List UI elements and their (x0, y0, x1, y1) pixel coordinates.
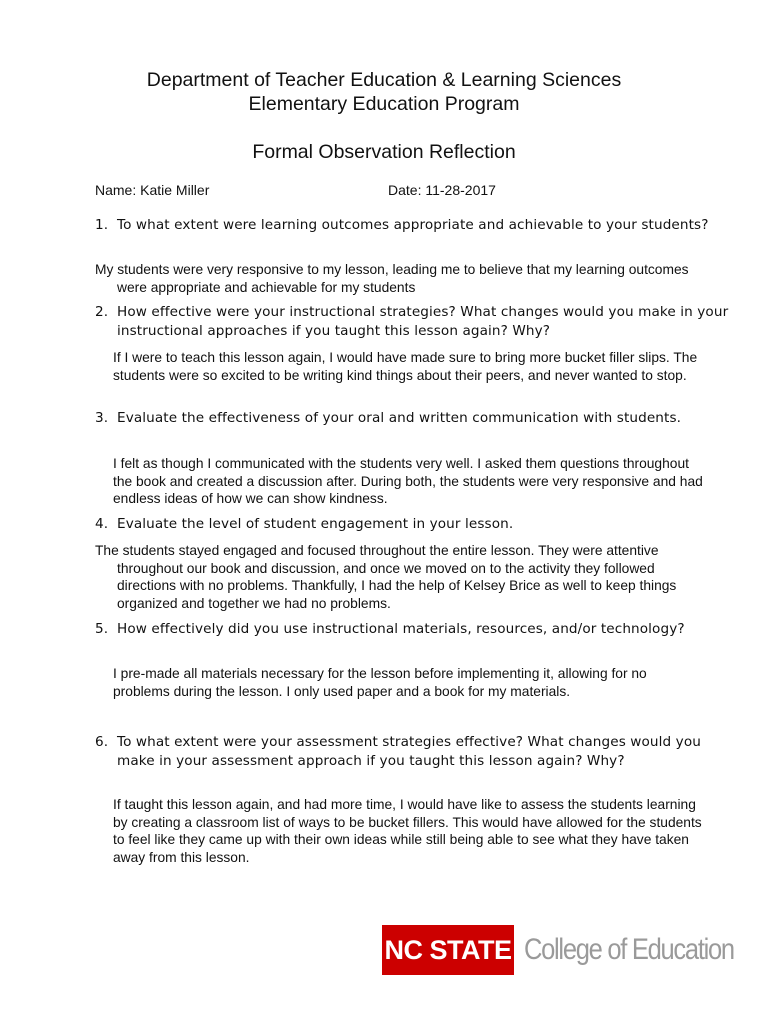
question-1 (95, 216, 737, 235)
question-number: 4. (95, 516, 109, 532)
question-number: 2. (95, 304, 109, 320)
answer-2: If I were to teach this lesson again, I would have made sure to bring more bucket filler slips. The students were so excited to be writing kind things about their peers, and never wanted to stop. (113, 350, 698, 383)
answer-1: My students were very responsive to my lesson, leading me to believe that my learning outcomes were appropriate and achievable for my students (95, 262, 689, 295)
question-number: 1. (95, 217, 109, 233)
form-title: Formal Observation Reflection (252, 141, 516, 163)
question-2 (95, 303, 737, 341)
question-text: Evaluate the level of student engagement in your lesson. (117, 516, 514, 532)
question-4 (95, 515, 737, 534)
answer-6: If taught this lesson again, and had more time, I would have like to assess the students learning by creating a classroom list of ways to be bucket fillers. This would have allowed for the students to feel like they came up with their own ideas while still being able to see what they have taken away from this lesson. (113, 797, 702, 865)
question-number: 6. (95, 734, 109, 750)
logo-mark: NC STATE (382, 925, 514, 975)
question-text: To what extent were your assessment strategies effective? What changes would you make in your assessment approach if you taught this lesson again? Why? (117, 734, 701, 769)
question-text: How effectively did you use instructional materials, resources, and/or technology? (117, 621, 685, 637)
question-number: 3. (95, 410, 109, 426)
answer-3: I felt as though I communicated with the students very well. I asked them questions throughout the book and created a discussion after. During both, the students were very responsive and had endless ideas of how we can show kindness. (113, 456, 703, 506)
observation-date: Date: 11-28-2017 (388, 182, 496, 198)
question-6 (95, 733, 737, 771)
question-3 (95, 409, 737, 428)
answer-4: The students stayed engaged and focused throughout the entire lesson. They were attentive throughout our book and discussion, and once we moved on to the activity they followed directions with no problems. Thankfully, I had the help of Kelsey Brice as well to keep things organized and together we had no problems. (95, 543, 677, 611)
question-text: To what extent were learning outcomes appropriate and achievable to your students? (117, 217, 709, 233)
question-number: 5. (95, 621, 109, 637)
answer-5: I pre-made all materials necessary for the lesson before implementing it, allowing for no problems during the lesson. I only used paper and a book for my materials. (113, 666, 647, 699)
logo-text: College of Education (524, 933, 734, 966)
question-5 (95, 620, 737, 639)
department-title: Department of Teacher Education & Learning Sciences (146, 69, 622, 91)
question-text: Evaluate the effectiveness of your oral and written communication with students. (117, 410, 682, 426)
student-name: Name: Katie Miller (95, 182, 210, 198)
question-text: How effective were your instructional strategies? What changes would you make in your instructional approaches if you taught this lesson again? Why? (117, 304, 729, 339)
program-title: Elementary Education Program (248, 93, 520, 115)
college-logo (382, 925, 768, 975)
